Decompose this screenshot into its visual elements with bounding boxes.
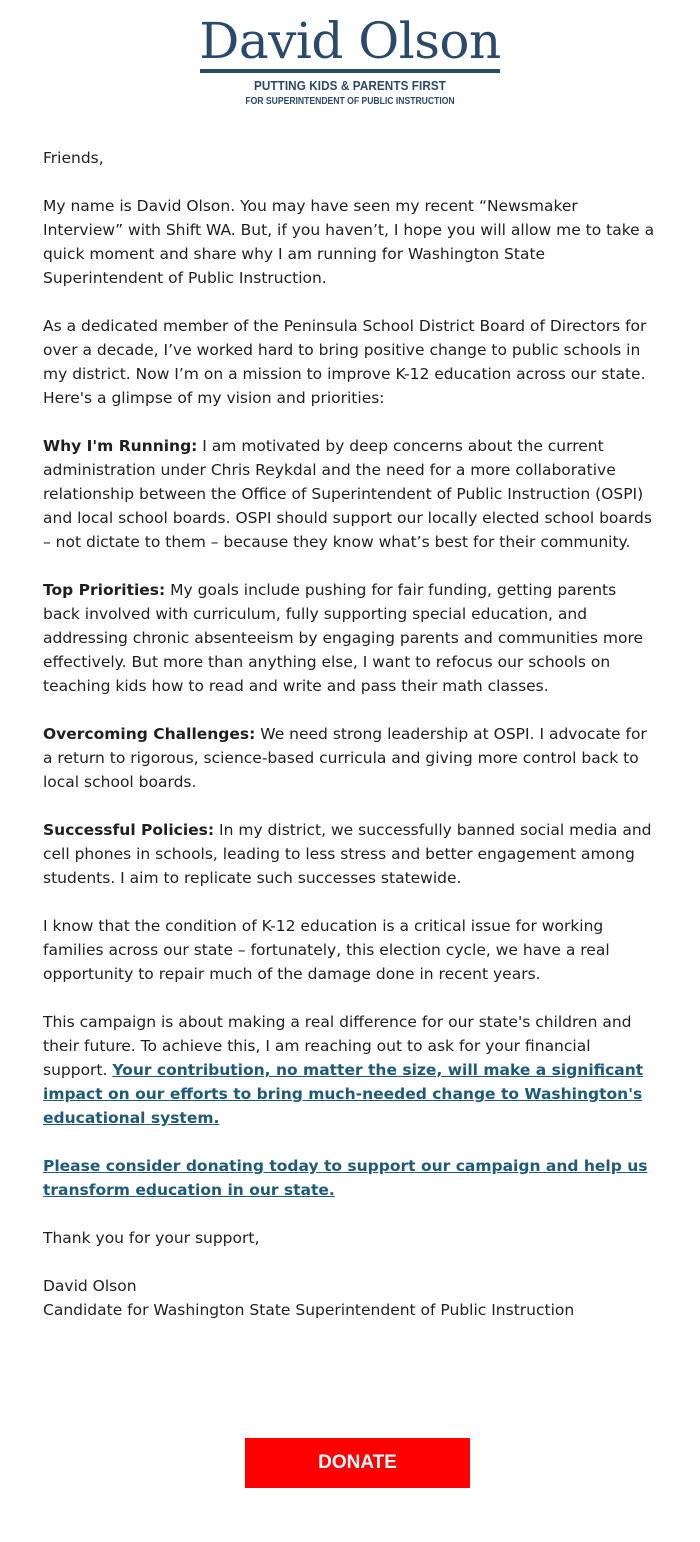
greeting: Friends,: [43, 149, 104, 167]
background-paragraph: As a dedicated member of the Peninsula School District Board of Directors for over a decade, I’ve worked hard to bring positive change to public schools in my district. Now I’m on a mission to improve K-12 education across our state. Here's a glimpse of my vision and priorities:: [43, 317, 647, 407]
campaign-logo: [0, 12, 700, 108]
appeal-paragraph: [43, 1010, 657, 1130]
top-priorities-label: Top Priorities:: [43, 581, 166, 599]
contribution-link[interactable]: Your contribution, no matter the size, will make a significant impact on our efforts to bring much-needed change to Washington's educational system.: [43, 1061, 644, 1127]
donate-button[interactable]: DONATE: [245, 1438, 470, 1488]
policies-label: Successful Policies:: [43, 821, 215, 839]
why-running-text: I am motivated by deep concerns about the current administration under Chris Reykdal and the need for a more collaborative relationship between the Office of Superintendent of Public Instruction (OSPI) and local school boards. OSPI should support our locally elected school boards – not dictate to them – because they know what’s best for their community.: [43, 437, 652, 551]
donate-today-link[interactable]: Please consider donating today to support our campaign and help us transform education in our state.: [43, 1157, 648, 1199]
signature: [43, 1274, 657, 1322]
logo-subline: FOR SUPERINTENDENT OF PUBLIC INSTRUCTION: [245, 96, 455, 107]
letter-body: [43, 146, 657, 1322]
why-running-label: Why I'm Running:: [43, 437, 198, 455]
challenges-text: We need strong leadership at OSPI. I advocate for a return to rigorous, science-based curricula and giving more control back to local school boards.: [43, 725, 647, 791]
logo-name: David Olson: [199, 12, 501, 70]
closing: Thank you for your support,: [43, 1229, 260, 1247]
policies-text: In my district, we successfully banned social media and cell phones in schools, leading to less stress and better engagement among students. I aim to replicate such successes statewide.: [43, 821, 652, 887]
top-priorities-paragraph: [43, 578, 657, 698]
k12-paragraph: I know that the condition of K-12 education is a critical issue for working families across our state – fortunately, this election cycle, we have a real opportunity to repair much of the damage done in recent years.: [43, 917, 610, 983]
donate-paragraph: [43, 1154, 657, 1202]
signature-name: David Olson: [43, 1277, 137, 1295]
challenges-paragraph: [43, 722, 657, 794]
logo-tagline: PUTTING KIDS & PARENTS FIRST: [253, 78, 447, 93]
signature-title: Candidate for Washington State Superintendent of Public Instruction: [43, 1301, 575, 1319]
why-running-paragraph: [43, 434, 657, 554]
top-priorities-text: My goals include pushing for fair funding, getting parents back involved with curriculum, fully supporting special education, and addressing chronic absenteeism by engaging parents and communities more effectively. But more than anything else, I want to refocus our schools on teaching kids how to read and write and pass their math classes.: [43, 581, 644, 695]
challenges-label: Overcoming Challenges:: [43, 725, 256, 743]
appeal-text: This campaign is about making a real difference for our state's children and their future. To achieve this, I am reaching out to ask for your financial support.: [43, 1013, 632, 1079]
intro-paragraph: My name is David Olson. You may have seen my recent “Newsmaker Interview” with Shift WA. But, if you haven’t, I hope you will allow me to take a quick moment and share why I am running for Washington State Superintendent of Public Instruction.: [43, 197, 655, 287]
policies-paragraph: [43, 818, 657, 890]
